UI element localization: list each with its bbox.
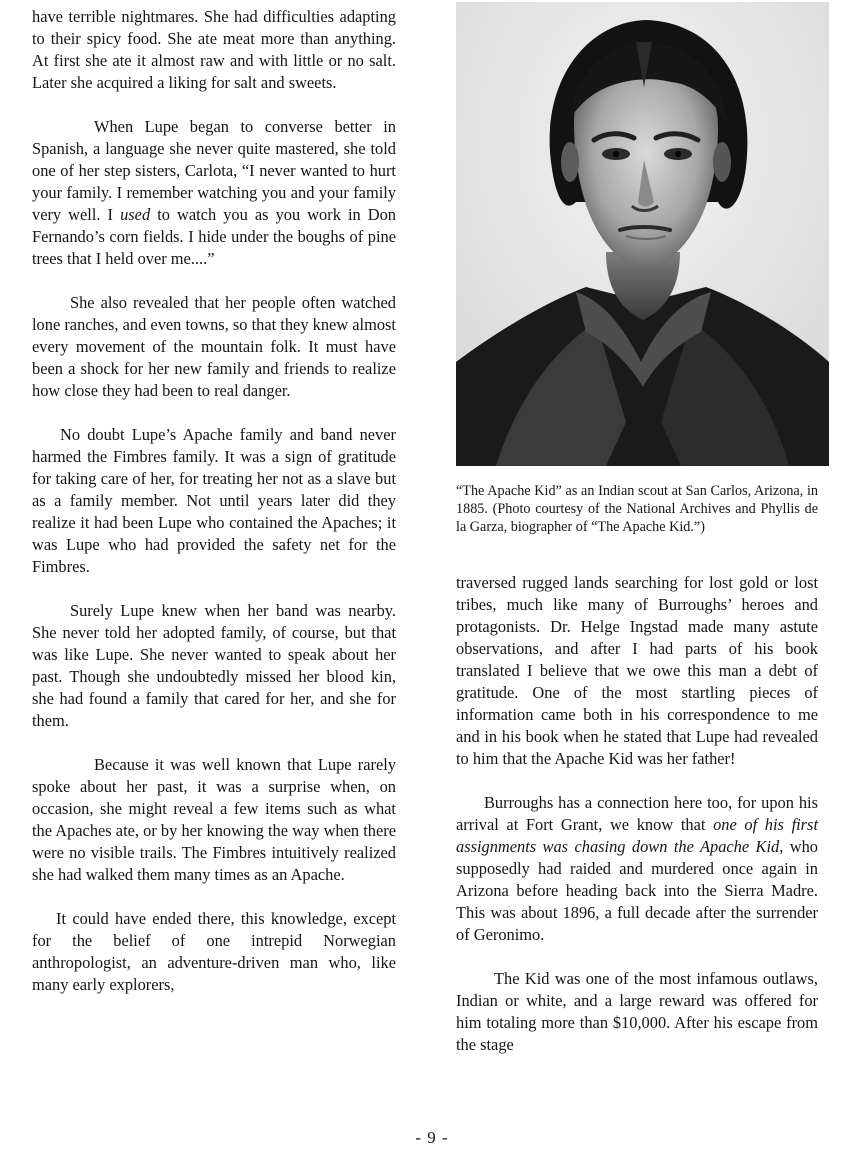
- portrait-photo: [456, 2, 829, 466]
- text-run: Burroughs has a connection here too, for upon his arrival at Fort Grant, we know that: [456, 793, 818, 834]
- paragraph: Because it was well known that Lupe rarely spoke about her past, it was a surprise when, on occasion, she might reveal a few items such as what the Apaches ate, or by her knowing the way when there were no visible trails. The Fimbres intuitively realized she had walked them many times as an Apache.: [32, 755, 396, 884]
- paragraph: traversed rugged lands searching for lost gold or lost tribes, much like many of Burroughs’ heroes and protagonists. Dr. Helge Ingstad made many astute observations, and after I had parts of his book translated I believe that we owe this man a debt of gratitude. One of the most startling pieces of information came both in his correspondence to me and in his book when he stated that Lupe had revealed to him that the Apache Kid was her father!: [456, 573, 818, 768]
- emphasis: one of his first assignments was chasing down the Apache Kid: [456, 815, 818, 856]
- text-run: When Lupe began to converse better in Spanish, a language she never quite mastered, she told one of her step sisters, Carlota, “I never wanted to hurt your family. I remember watching you and your family very well. I: [32, 117, 396, 224]
- paragraph: She also revealed that her people often watched lone ranches, and even towns, so that they knew almost every movement of the mountain folk. It must have been a shock for her new family and friends to realize how close they had been to real danger.: [32, 293, 396, 400]
- paragraph: have terrible nightmares. She had difficulties adapting to their spicy food. She ate meat more than anything. At first she ate it almost raw and with little or no salt. Later she acquired a liking for salt and sweets.: [32, 7, 396, 92]
- text-run: to watch you as you work in Don Fernando’s corn fields. I hide under the boughs of pine trees that I held over me....”: [32, 205, 396, 268]
- paragraph: [456, 792, 818, 946]
- paragraph: The Kid was one of the most infamous outlaws, Indian or white, and a large reward was offered for him totaling more than $10,000. After his escape from the stage: [456, 969, 818, 1054]
- paragraph: No doubt Lupe’s Apache family and band never harmed the Fimbres family. It was a sign of gratitude for taking care of her, for treating her not as a slave but as a family member. Not until years later did they realize it had been Lupe who contained the Apaches; it was Lupe who had provided the safety net for the Fimbres.: [32, 425, 396, 576]
- paragraph: [32, 116, 396, 270]
- portrait-illustration: [456, 2, 829, 466]
- photo-caption: “The Apache Kid” as an Indian scout at San Carlos, Arizona, in 1885. (Photo courtesy of the National Archives and Phyllis de la Garza, biographer of “The Apache Kid.”): [456, 483, 818, 535]
- page-number: - 9 -: [415, 1128, 449, 1147]
- right-text-column: [456, 572, 818, 1078]
- paragraph: Surely Lupe knew when her band was nearby. She never told her adopted family, of course, but that was like Lupe. She never wanted to speak about her past. Though she undoubtedly missed her blood kin, she had found a family that cared for her, and she for them.: [32, 601, 396, 730]
- emphasis: used: [120, 205, 151, 224]
- paragraph: It could have ended there, this knowledge, except for the belief of one intrepid Norwegian anthropologist, an adventure-driven man who, like many early explorers,: [32, 909, 396, 994]
- text-run: , who supposedly had raided and murdered once again in Arizona before heading back into the Sierra Madre. This was about 1896, a full decade after the surrender of Geronimo.: [456, 837, 818, 944]
- left-text-column: [32, 6, 396, 1018]
